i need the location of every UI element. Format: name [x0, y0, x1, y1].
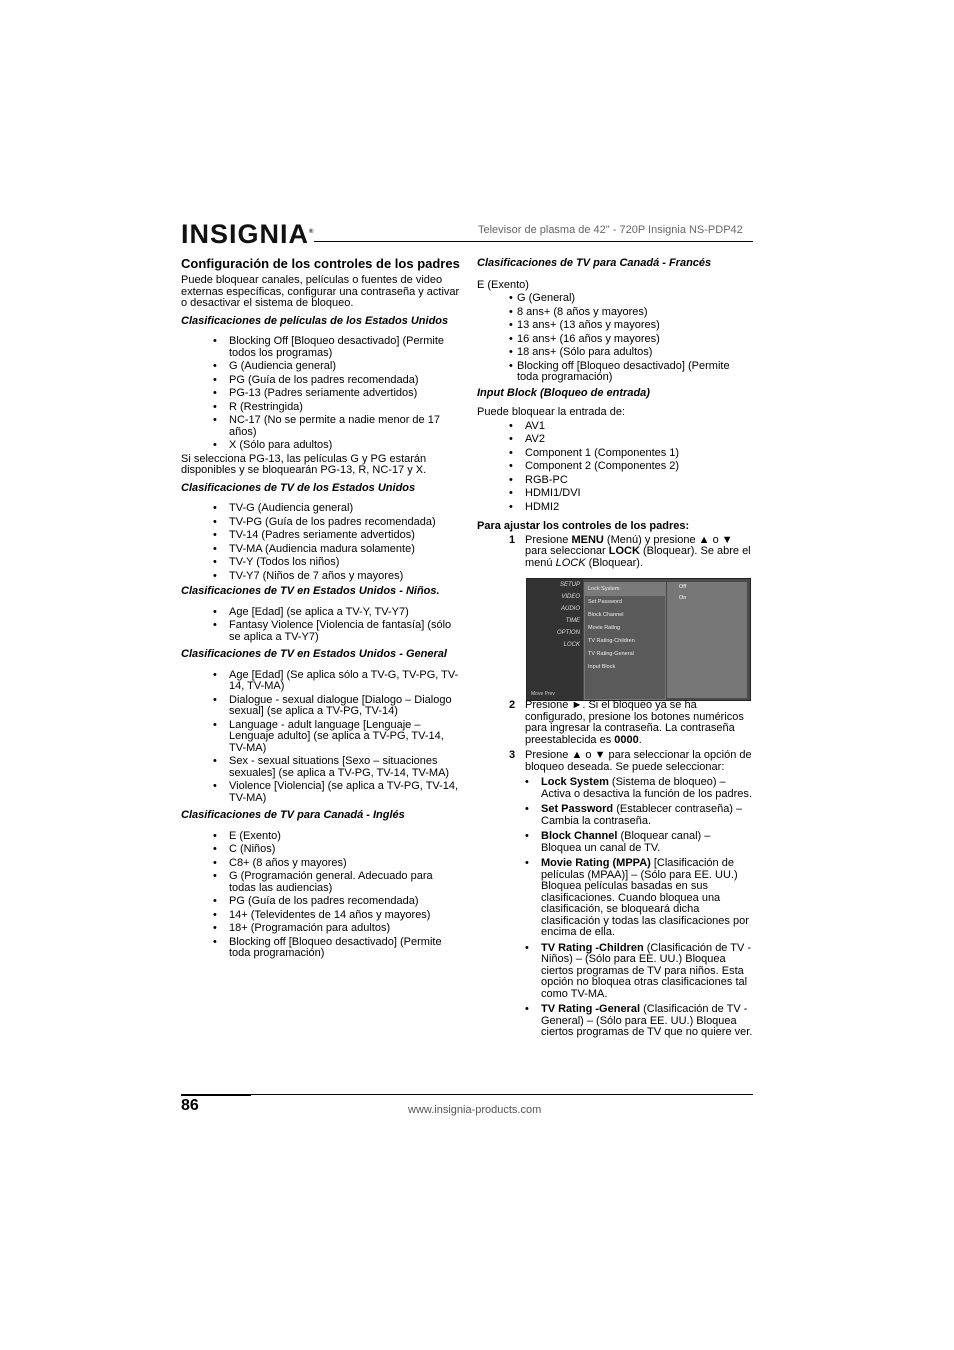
footer-rule [181, 1094, 753, 1095]
list-item: • R (Restringida) [213, 402, 461, 414]
canada-en-heading: Clasificaciones de TV para Canadá - Inglés [181, 809, 405, 821]
header-title: Televisor de plasma de 42" - 720P Insignia NS-PDP42 [478, 224, 743, 236]
list-item: • Violence [Violencia] (se aplica a TV-PG, TV-14, TV-MA) [213, 781, 461, 804]
list-item: • PG (Guía de los padres recomendada) [213, 896, 461, 908]
canada-fr-list [477, 293, 753, 384]
step-number: 1 [509, 533, 516, 546]
list-item: • Age [Edad] (se aplica a TV-Y, TV-Y7) [213, 607, 461, 619]
list-item: • AV2 [509, 434, 753, 446]
list-item: • 8 ans+ (8 años y mayores) [509, 307, 753, 319]
right-column [477, 258, 753, 573]
procedure-title: Para ajustar los controles de los padres: [477, 520, 690, 532]
us-tv-kids-list [181, 607, 461, 644]
menu-option: Lock System [585, 583, 665, 596]
menu-category: TIME [565, 618, 580, 624]
left-column [181, 257, 461, 962]
list-item: • Lock System (Sistema de bloqueo) – Activa o desactiva la función de los padres. [525, 777, 753, 800]
step-number: 2 [509, 699, 516, 711]
list-item: • Language - adult language [Lenguaje – Lenguaje adulto] (se aplica a TV-PG, TV-14, TV-MA) [213, 720, 461, 755]
header-rule [314, 241, 753, 242]
list-item: • Blocking off [Bloqueo desactivado] (Permite toda programación) [213, 937, 461, 960]
us-tv-list [181, 503, 461, 582]
menu-option: TV Rating-General [588, 651, 634, 657]
list-item: • Blocking off [Bloqueo desactivado] (Permite toda programación) [509, 361, 753, 384]
menu-option: Set Password [588, 599, 622, 605]
insignia-logo: INSIGNIA® [181, 219, 315, 249]
menu-option: Input Block [588, 664, 616, 670]
list-item: • Age [Edad] (Se aplica sólo a TV-G, TV-PG, TV-14, TV-MA) [213, 670, 461, 693]
step-number: 3 [509, 749, 516, 761]
list-item: • PG-13 (Padres seriamente advertidos) [213, 388, 461, 400]
list-item: • Sex - sexual situations [Sexo – situaciones sexuales] (se aplica a TV-PG, TV-14, TV-MA) [213, 756, 461, 779]
menu-value: On [679, 595, 687, 601]
right-column-lower [477, 700, 753, 1043]
menu-category: OPTION [556, 630, 580, 636]
lock-options-list [477, 777, 753, 1039]
list-item: • Fantasy Violence [Violencia de fantasía] (sólo se aplica a TV-Y7) [213, 620, 461, 643]
list-item: • TV Rating -General (Clasificación de TV - General) – (Sólo para EE. UU.) Bloquea ciertos programas de TV que no quiere ver. [525, 1004, 753, 1039]
list-item: • 18 ans+ (Sólo para adultos) [509, 347, 753, 359]
us-tv-kids-heading: Clasificaciones de TV en Estados Unidos - Niños. [181, 585, 440, 597]
list-item: • C (Niños) [213, 844, 461, 856]
list-item: • TV-14 (Padres seriamente advertidos) [213, 530, 461, 542]
us-tv-general-list [181, 670, 461, 805]
list-item: • Movie Rating (MPPA) [Clasificación de películas (MPAA)] – (Sólo para EE. UU.) Bloquea películas basadas en sus clasificaciones. Cuando bloquea una clasificación, se bloqueará dicha clasificación y todas las clasificaciones por encima de ella. [525, 858, 753, 939]
list-item: • G (General) [509, 293, 753, 305]
list-item: • G (Audiencia general) [213, 361, 461, 373]
steps-list [477, 535, 753, 570]
us-movies-heading: Clasificaciones de películas de los Estados Unidos [181, 314, 449, 327]
menu-hint: Move Prev [531, 691, 555, 697]
input-block-intro: Puede bloquear la entrada de: [477, 406, 626, 418]
input-block-list [477, 421, 753, 514]
menu-category: LOCK [563, 642, 580, 648]
us-movies-list [181, 336, 461, 452]
list-item: • Component 2 (Componentes 2) [509, 461, 753, 473]
step-3: 3 Presione ▲ o ▼ para seleccionar la opción de bloqueo deseada. Se puede seleccionar: [509, 749, 752, 773]
list-item: • Block Channel (Bloquear canal) – Bloquea un canal de TV. [525, 831, 753, 854]
list-item: • TV-G (Audiencia general) [213, 503, 461, 515]
list-item: • E (Exento) [213, 831, 461, 843]
us-tv-general-heading: Clasificaciones de TV en Estados Unidos - General [181, 648, 447, 660]
footer-url: www.insignia-products.com [408, 1104, 542, 1116]
list-item: • RGB-PC [509, 475, 753, 487]
menu-category: AUDIO [560, 606, 580, 612]
list-item: • HDMI2 [509, 502, 753, 514]
list-item: • Blocking Off [Bloqueo desactivado] (Permite todos los programas) [213, 336, 461, 359]
list-item: • NC-17 (No se permite a nadie menor de 17 años) [213, 415, 461, 438]
menu-options [584, 582, 666, 700]
list-item: • HDMI1/DVI [509, 488, 753, 500]
menu-category: VIDEO [561, 594, 580, 600]
step-2: 2 Presione ►. Si el bloqueo ya se ha configurado, presione los botones numéricos para ingresar la contraseña. La contraseña preestablecida es 0000. [509, 699, 744, 746]
list-item: • TV Rating -Children (Clasificación de TV - Niños) – (Sólo para EE. UU.) Bloquea ciertos programas de TV para niños. Esta opción no bloquea otras clasificaciones tal como TV-MA. [525, 943, 753, 1001]
footer-rule-accent [181, 1094, 251, 1096]
step-1: 1 Presione MENU (Menú) y presione ▲ o ▼ para seleccionar LOCK (Bloquear). Se abre el menú LOCK (Bloquear). [509, 533, 751, 569]
list-item: • C8+ (8 años y mayores) [213, 858, 461, 870]
menu-option: TV Rating-Children [588, 638, 635, 644]
canada-fr-heading: Clasificaciones de TV para Canadá - Francés [477, 257, 712, 269]
menu-category: SETUP [559, 582, 580, 588]
list-item: • TV-PG (Guía de los padres recomendada) [213, 517, 461, 529]
menu-categories [527, 579, 583, 700]
us-movies-note: Si selecciona PG-13, las películas G y PG estarán disponibles y se bloquearán PG-13, R, NC-17 y X. [181, 452, 427, 476]
input-block-heading: Input Block (Bloqueo de entrada) [477, 386, 650, 399]
section-title: Configuración de los controles de los padres [181, 256, 460, 271]
list-item: • Component 1 (Componentes 1) [509, 448, 753, 460]
page-number: 86 [181, 1097, 199, 1114]
canada-en-list [181, 831, 461, 960]
list-item: • 16 ans+ (16 años y mayores) [509, 334, 753, 346]
list-item: • TV-MA (Audiencia madura solamente) [213, 544, 461, 556]
menu-option: Movie Rating [588, 625, 621, 631]
menu-option: Block Channel [588, 612, 624, 618]
list-item: • 14+ (Televidentes de 14 años y mayores) [213, 910, 461, 922]
list-item: • Dialogue - sexual dialogue [Dialogo – Dialogo sexual] (se aplica a TV-PG, TV-14) [213, 695, 461, 718]
list-item: • 13 ans+ (13 años y mayores) [509, 320, 753, 332]
steps-list-continued [477, 700, 753, 773]
list-item: • PG (Guía de los padres recomendada) [213, 375, 461, 387]
list-item: • G (Programación general. Adecuado para todas las audiencias) [213, 871, 461, 894]
list-item: • TV-Y (Todos los niños) [213, 557, 461, 569]
us-tv-heading: Clasificaciones de TV de los Estados Unidos [181, 481, 416, 494]
menu-values [667, 582, 747, 698]
list-item: • X (Sólo para adultos) [213, 440, 461, 452]
intro-paragraph: Puede bloquear canales, películas o fuentes de video externas específicas, configurar una contraseña y activar o desactivar el sistema de bloqueo. [181, 274, 460, 309]
canada-fr-first: E (Exento) [477, 278, 529, 291]
lock-menu-screenshot [526, 578, 751, 701]
list-item: • 18+ (Programación para adultos) [213, 923, 461, 935]
list-item: • Set Password (Establecer contraseña) – Cambia la contraseña. [525, 804, 753, 827]
list-item: • TV-Y7 (Niños de 7 años y mayores) [213, 571, 461, 583]
list-item: • AV1 [509, 421, 753, 433]
menu-value: Off [679, 584, 687, 590]
